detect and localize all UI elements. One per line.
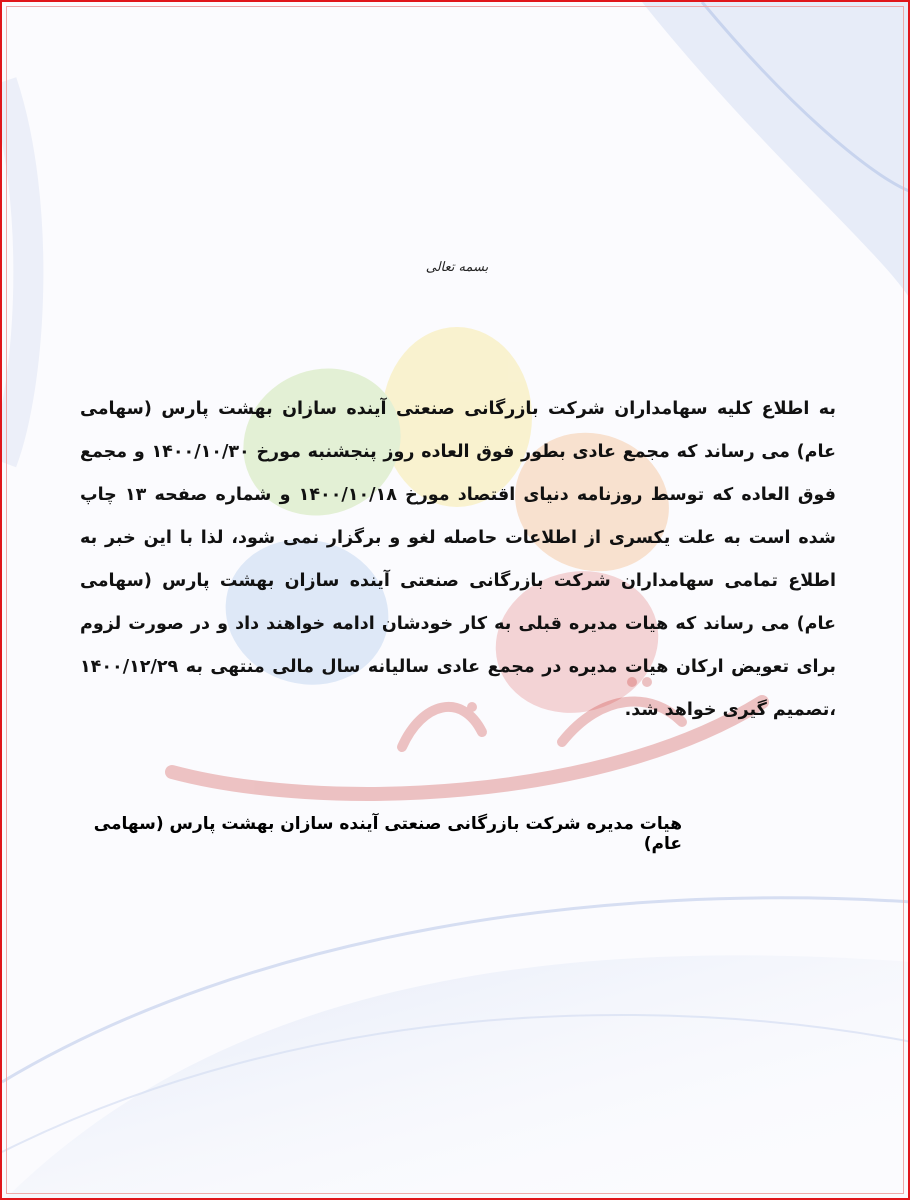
background-swoosh: [2, 955, 910, 1200]
signature-line: هیات مدیره شرکت بازرگانی صنعتی آینده سازان بهشت پارس (سهامی عام): [93, 814, 682, 854]
background-swoosh: [2, 82, 28, 462]
document-heading: بسمه تعالی: [425, 260, 489, 275]
background-swoosh: [642, 2, 910, 302]
announcement-body: به اطلاع کلیه سهامداران شرکت بازرگانی صنعتی آینده سازان بهشت پارس (سهامی عام) می رساند که مجمع عادی بطور فوق العاده روز پنجشنبه مورخ ۱۴۰۰/۱۰/۳۰ و مجمع فوق العاده که توسط روزنامه دنیای اقتصاد مورخ ۱۴۰۰/۱۰/۱۸ و شماره صفحه ۱۳ چاپ شده است به علت یکسری از اطلاعات حاصله لغو و برگزار نمی شود، لذا با این خبر به اطلاع تمامی سهامداران شرکت بازرگانی صنعتی آینده سازان بهشت پارس (سهامی عام) می رساند که هیات مدیره قبلی به کار خودشان ادامه خواهند داد و در صورت لزوم برای تعویض ارکان هیات مدیره در مجمع عادی سالیانه سال مالی منتهی به ۱۴۰۰/۱۲/۲۹ ،تصمیم گیری خواهد شد.: [80, 399, 836, 720]
